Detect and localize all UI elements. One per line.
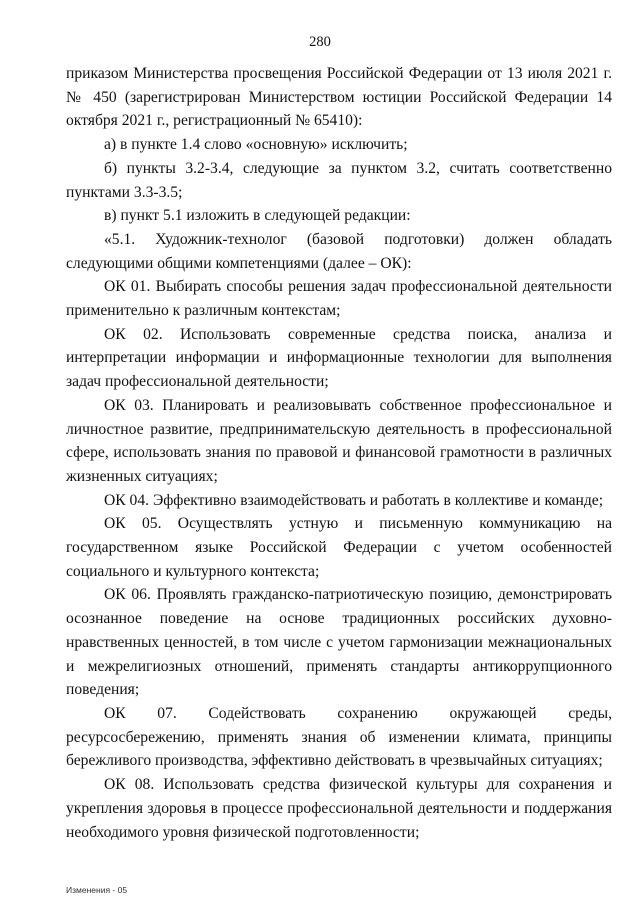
document-body xyxy=(66,62,612,844)
paragraph-ok-08: ОК 08. Использовать средства физической культуры для сохранения и укрепления здоровья в процессе профессиональной деятельности и поддержания необходимого уровня физической подготовленности; xyxy=(66,776,612,841)
page-number: 280 xyxy=(309,34,331,50)
paragraph-ok-03: ОК 03. Планировать и реализовывать собственное профессиональное и личностное развитие, предпринимательскую деятельность в профессиональной сфере, использовать знания по правовой и финансовой грамотности в различных жизненных ситуациях; xyxy=(66,396,612,485)
paragraph-ok-05: ОК 05. Осуществлять устную и письменную коммуникацию на государственном языке Российской Федерации с учетом особенностей социального и культурного контекста; xyxy=(66,515,612,580)
paragraph-ok-07: ОК 07. Содействовать сохранению окружающей среды, ресурсосбережению, применять знания об изменении климата, принципы бережливого производства, эффективно действовать в чрезвычайных ситуациях; xyxy=(66,704,612,770)
paragraph-order-reference: приказом Министерства просвещения Российской Федерации от 13 июля 2021 г. № 450 (зарегистрирован Министерством юстиции Российской Федерации 14 октября 2021 г., регистрационный № 65410): xyxy=(66,65,612,130)
footer-note: Изменения - 05 xyxy=(66,885,128,895)
paragraph-5-1-intro: «5.1. Художник-технолог (базовой подготовки) должен обладать следующими общими компетенциями (далее – ОК): xyxy=(66,230,612,272)
paragraph-item-c: в) пункт 5.1 изложить в следующей редакции: xyxy=(104,207,411,225)
paragraph-ok-06: ОК 06. Проявлять гражданско-патриотическую позицию, демонстрировать осознанное поведение на основе традиционных российских духовно-нравственных ценностей, в том числе с учетом гармонизации межнациональных и межрелигиозных отношений, применять стандарты антикоррупционного поведения; xyxy=(66,586,612,699)
paragraph-ok-01: ОК 01. Выбирать способы решения задач профессиональной деятельности применительно к различным контекстам; xyxy=(66,278,612,320)
paragraph-ok-04: ОК 04. Эффективно взаимодействовать и работать в коллективе и команде; xyxy=(104,491,604,509)
paragraph-item-b: б) пункты 3.2-3.4, следующие за пунктом 3.2, считать соответственно пунктами 3.3-3.5; xyxy=(66,159,612,201)
paragraph-ok-02: ОК 02. Использовать современные средства поиска, анализа и интерпретации информации и информационные технологии для выполнения задач профессиональной деятельности; xyxy=(66,325,612,391)
paragraph-item-a: а) в пункте 1.4 слово «основную» исключить; xyxy=(104,136,408,154)
